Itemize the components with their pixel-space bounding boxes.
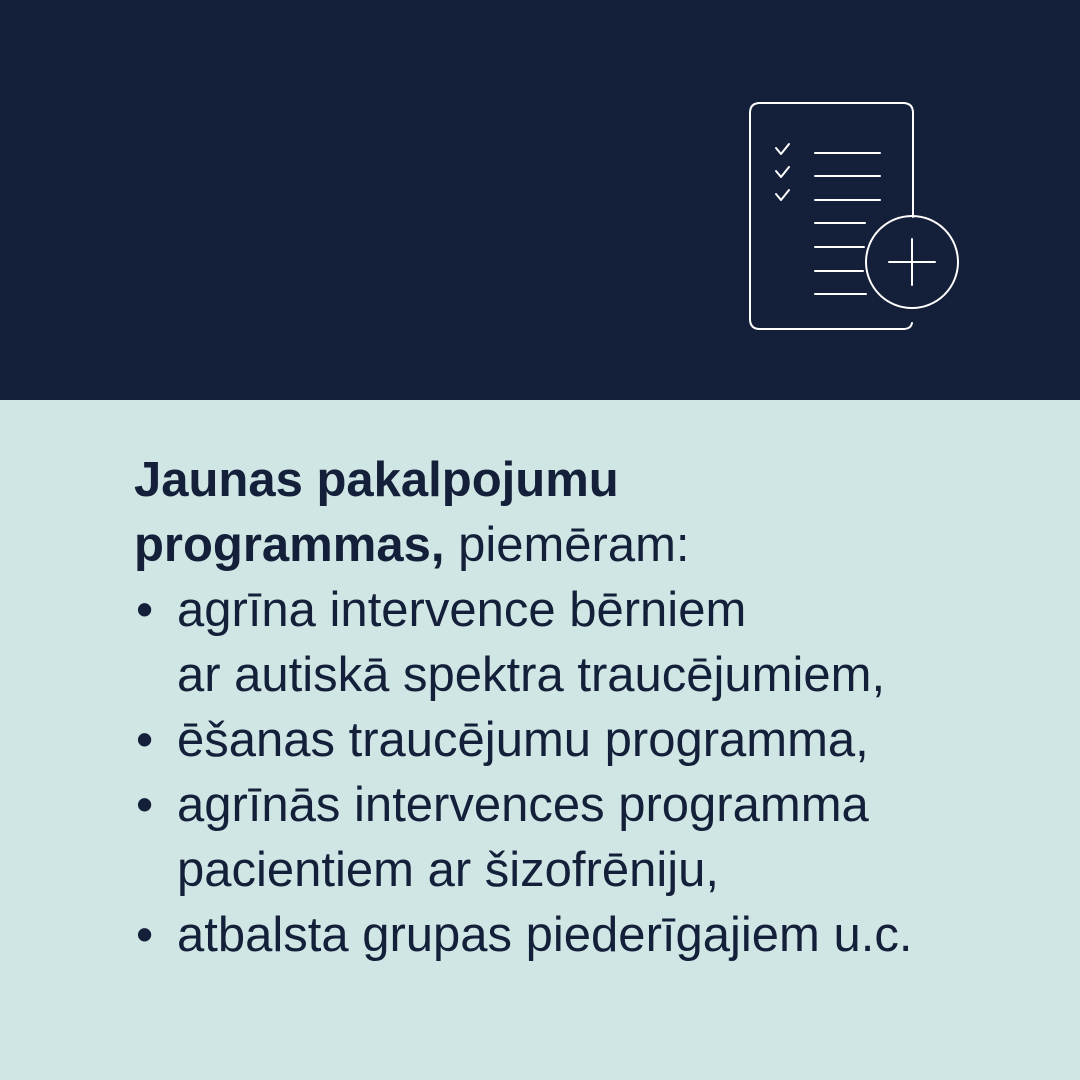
list-item xyxy=(134,773,1034,903)
heading-line-1: Jaunas pakalpojumu xyxy=(134,453,619,507)
header-band xyxy=(0,0,1080,400)
list-item-line-2: pacientiem ar šizofrēniju, xyxy=(177,843,719,897)
list-item xyxy=(134,708,1034,773)
bullet: • xyxy=(136,583,154,637)
list-item-line-1: atbalsta grupas piederīgajiem u.c. xyxy=(177,908,913,962)
bullet: • xyxy=(136,908,154,962)
list-item-line-1: agrīna intervence bērniem xyxy=(177,583,747,637)
list-item-line-2: ar autiskā spektra traucējumiem, xyxy=(177,648,886,702)
bullet: • xyxy=(136,778,154,832)
bullet: • xyxy=(136,713,154,767)
heading-line-2 xyxy=(134,513,1034,578)
document-checklist-plus-icon xyxy=(740,95,970,340)
heading-regular-text: piemēram: xyxy=(458,518,690,572)
text-block xyxy=(134,448,1034,968)
list-item-line-1: agrīnās intervences programma xyxy=(177,778,869,832)
list-item-line-1: ēšanas traucējumu programma, xyxy=(177,713,869,767)
program-list xyxy=(134,578,1034,968)
list-item xyxy=(134,578,1034,708)
list-item xyxy=(134,903,1034,968)
heading-bold-text: programmas, xyxy=(134,518,445,572)
